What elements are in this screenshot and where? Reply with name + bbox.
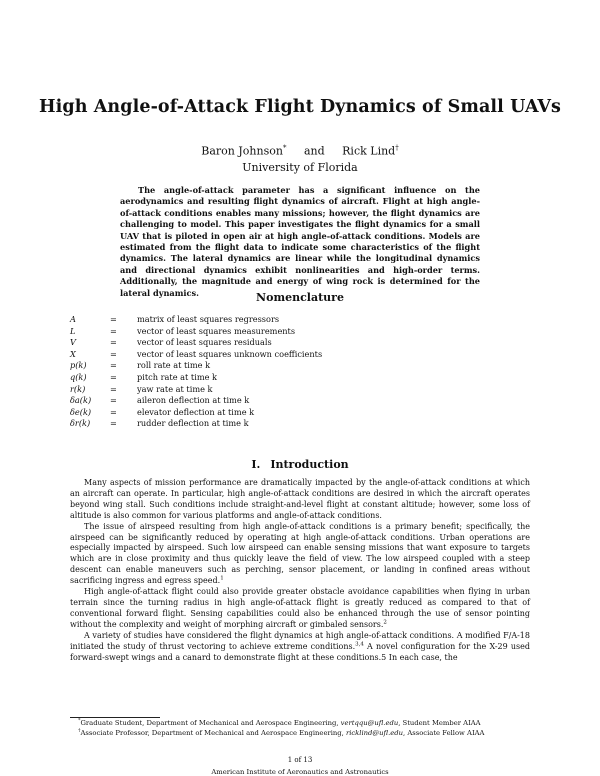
nomenclature-symbol: V [70, 337, 76, 348]
nomenclature-row [70, 314, 510, 326]
footnotes [70, 719, 540, 738]
nomenclature-row [70, 337, 510, 349]
nomenclature-equals: = [110, 314, 117, 324]
section-body [70, 478, 530, 663]
nomenclature-definition: pitch rate at time k [137, 371, 218, 382]
paragraph [70, 587, 530, 631]
citation-ref: 3,4 [355, 640, 364, 647]
page-footer: American Institute of Aeronautics and Astronautics [211, 768, 389, 776]
nomenclature-definition: aileron deflection at time k [137, 395, 250, 406]
author-footnote-mark: † [395, 144, 399, 152]
nomenclature-definition: rudder deflection at time k [137, 418, 249, 429]
nomenclature-definition: vector of least squares residuals [137, 337, 272, 348]
footnote-email[interactable]: ricklind@ufl.edu [345, 728, 403, 737]
nomenclature-symbol: L [70, 325, 76, 336]
nomenclature-equals: = [110, 395, 117, 406]
nomenclature-symbol: δe(k) [70, 406, 92, 417]
footnote-mark: † [78, 727, 81, 734]
nomenclature-symbol: X [70, 348, 76, 359]
abstract: The angle-of-attack parameter has a significant influence on the aerodynamics and resulting flight dynamics of aircraft. Flight at high angle-of-attack conditions enables many missions; however, the flight dynamics are challenging to model. This paper investigates the flight dynamics for a small UAV that is piloted in open air at high angle-of-attack conditions. Models are estimated from the flight data to indicate some characteristics of the flight dynamics. The lateral dynamics are linear while the longitudinal dynamics and directional dynamics exhibit nonlinearities and high-order terms. Additionally, the magnitude and energy of wing rock is determined for the lateral dynamics. [120, 185, 480, 298]
nomenclature-row [70, 326, 510, 338]
paragraph-text: High angle-of-attack flight could also provide greater obstacle avoidance capabilities when flying in urban terrain since the turning radius in high angle-of-attack flight is greatly reduced as compared to that of conventional forward flight. Sensing capabilities could also be enhanced through the use of sensor pointing without the complexity and weight of morphing aircraft or gimbaled sensors. [70, 587, 530, 629]
nomenclature-equals: = [110, 418, 117, 429]
nomenclature-symbol: δa(k) [70, 395, 92, 406]
nomenclature-symbol: r(k) [70, 383, 86, 394]
nomenclature-definition: vector of least squares measurements [137, 325, 296, 336]
nomenclature-symbol: q(k) [70, 371, 87, 382]
nomenclature-row [70, 395, 510, 407]
nomenclature-equals: = [110, 383, 117, 394]
nomenclature-equals: = [110, 337, 117, 348]
footnote-divider [70, 717, 160, 718]
nomenclature-equals: = [110, 406, 117, 417]
author-block [0, 140, 600, 176]
section-heading [0, 458, 600, 471]
author-separator: and [303, 144, 325, 158]
nomenclature-equals: = [110, 371, 117, 382]
affiliation: University of Florida [242, 160, 358, 174]
nomenclature-row [70, 384, 510, 396]
section-number: I. [251, 458, 261, 471]
paragraph-text: A novel configuration for the X-29 used forward-swept wings and a canard to demonstrate flight at these conditions.5 In each case, the [70, 641, 530, 662]
nomenclature-row [70, 418, 510, 430]
author-name: Baron Johnson [201, 144, 283, 158]
nomenclature-row [70, 360, 510, 372]
nomenclature-definition: roll rate at time k [137, 360, 211, 371]
author-name: Rick Lind [342, 144, 396, 158]
nomenclature-definition: elevator deflection at time k [137, 406, 255, 417]
nomenclature-row [70, 372, 510, 384]
nomenclature-symbol: p(k) [70, 360, 87, 371]
paragraph-text: Many aspects of mission performance are dramatically impacted by the angle-of-attack conditions at which an aircraft can operate. In particular, high angle-of-attack conditions are desired in which the aircraft operates beyond wing stall. Such conditions include straight-and-level flight at constant altitude; however, some loss of altitude is also common for various platforms and angle-of-attack conditions. [70, 478, 530, 520]
author-line [0, 140, 600, 160]
footnote-suffix: , Student Member AIAA [398, 719, 481, 727]
nomenclature-heading: Nomenclature [256, 291, 344, 304]
paragraph [70, 631, 530, 664]
nomenclature-definition: yaw rate at time k [137, 383, 213, 394]
section-title: Introduction [270, 458, 349, 471]
nomenclature-row [70, 407, 510, 419]
footnote-suffix: , Associate Fellow AIAA [403, 728, 485, 737]
nomenclature-row [70, 349, 510, 361]
paragraph [70, 522, 530, 587]
nomenclature-equals: = [110, 360, 117, 371]
nomenclature-equals: = [110, 348, 117, 359]
footnote [70, 729, 540, 739]
paragraph [70, 478, 530, 522]
page-number: 1 of 13 [287, 756, 313, 764]
footnote-text: Associate Professor, Department of Mechanical and Aerospace Engineering, [80, 728, 346, 737]
paper-title: High Angle-of-Attack Flight Dynamics of Small UAVs [39, 97, 561, 117]
author-footnote-mark: * [282, 144, 287, 152]
nomenclature-symbol: δr(k) [70, 418, 91, 429]
paragraph-text: A variety of studies have considered the flight dynamics at high angle-of-attack conditions. A modified F/A-18 initiated the study of thrust vectoring to achieve extreme conditions. [70, 630, 530, 651]
citation-ref: 1 [220, 575, 224, 582]
citation-ref: 2 [383, 619, 387, 626]
footnote-email[interactable]: vertqqu@ufl.edu [340, 719, 399, 727]
footnote [70, 719, 540, 729]
footnote-text: Graduate Student, Department of Mechanical and Aerospace Engineering, [80, 719, 341, 727]
nomenclature-definition: matrix of least squares regressors [137, 314, 280, 324]
footnote-mark: * [78, 717, 81, 724]
nomenclature-symbol: A [70, 314, 76, 324]
nomenclature-list [70, 314, 510, 430]
paragraph-text: The issue of airspeed resulting from high angle-of-attack conditions is a primary benefit; specifically, the airspeed can be significantly reduced by operating at high angle-of-attack conditions. Urban operations are especially impacted by airspeed. Such low airspeed can enable sensing missions that want exposure to targets which are in close proximity and thus quickly leave the field of view. The low airspeed coupled with a steep descent can enable maneuvers such as perching, sensor placement, or landing in confined areas without sacrificing ingress and egress speed. [70, 521, 530, 586]
nomenclature-equals: = [110, 325, 117, 336]
nomenclature-definition: vector of least squares unknown coefficients [137, 348, 323, 359]
